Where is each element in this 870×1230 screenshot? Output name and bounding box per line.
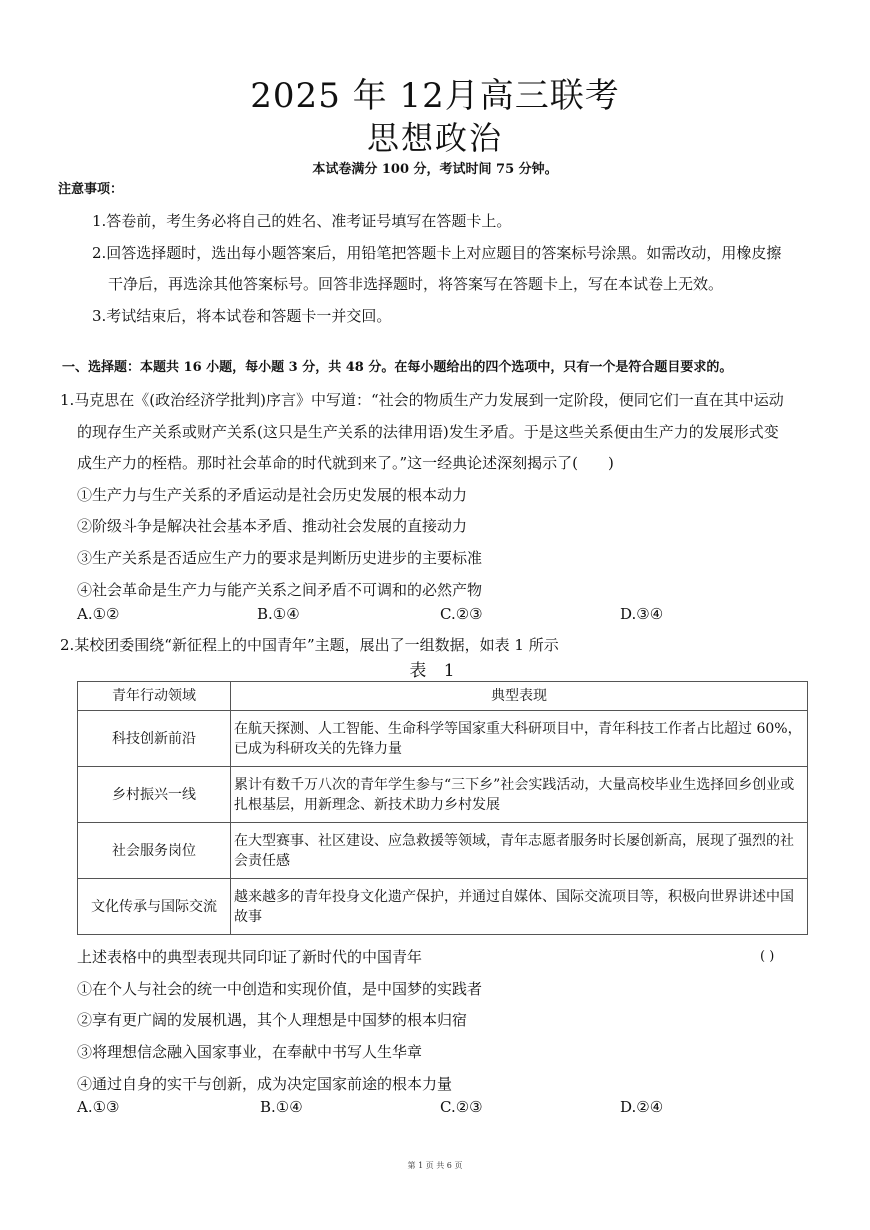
table-row [78,823,808,879]
statement: ①生产力与生产关系的矛盾运动是社会历史发展的根本动力 [77,486,468,504]
question-stem: 2.某校团委围绕“新征程上的中国青年”主题，展出了一组数据，如表 1 所示 [60,636,559,654]
option-c: C.②③ [440,1098,483,1116]
section-heading: 一、选择题：本题共 16 小题，每小题 3 分，共 48 分。在每小题给出的四个选项中，只有一个是符合题目要求的。 [62,360,733,375]
notice-item: 3.考试结束后，将本试卷和答题卡一并交回。 [92,307,392,325]
table-cell: 越来越多的青年投身文化遗产保护，并通过自媒体、国际交流项目等，积极向世界讲述中国故事 [231,879,808,935]
table-cell: 累计有数千万八次的青年学生参与“三下乡”社会实践活动，大量高校毕业生选择回乡创业或扎根基层，用新理念、新技术助力乡村发展 [231,767,808,823]
table-caption: 表 1 [409,661,461,681]
notice-item: 干净后，再选涂其他答案标号。回答非选择题时，将答案写在答题卡上，写在本试卷上无效。 [108,275,724,293]
option-b: B.①④ [257,605,300,623]
statement: ④社会革命是生产力与能产关系之间矛盾不可调和的必然产物 [77,581,483,599]
table-cell: 乡村振兴一线 [78,767,231,823]
table-cell: 在航天探测、人工智能、生命科学等国家重大科研项目中，青年科技工作者占比超过 60%，已成为科研攻关的先锋力量 [231,711,808,767]
table-row [78,879,808,935]
table-cell: 社会服务岗位 [78,823,231,879]
exam-title: 2025 年 12月高三联考 [250,76,620,116]
table-row [78,711,808,767]
exam-info: 本试卷满分 100 分，考试时间 75 分钟。 [312,162,558,177]
statement: ③生产关系是否适应生产力的要求是判断历史进步的主要标准 [77,549,483,567]
table-row [78,767,808,823]
notice-heading: 注意事项： [58,182,124,197]
option-a: A.①③ [77,1098,120,1116]
table-cell: 文化传承与国际交流 [78,879,231,935]
notice-item: 1.答卷前，考生务必将自己的姓名、准考证号填写在答题卡上。 [92,212,512,230]
option-d: D.③④ [620,605,664,623]
table-header-cell: 青年行动领域 [78,682,231,711]
option-d: D.②④ [620,1098,664,1116]
page-number: 第 1 页 共 6 页 [407,1161,463,1170]
question-stem: 上述表格中的典型表现共同印证了新时代的中国青年 [77,948,423,966]
subject-title: 思想政治 [366,119,503,157]
statement: ①在个人与社会的统一中创造和实现价值，是中国梦的实践者 [77,980,483,998]
statement: ④通过自身的实干与创新，成为决定国家前途的根本力量 [77,1075,453,1093]
question-stem: 1.马克思在《(政治经济学批判)序言》中写道：“社会的物质生产力发展到一定阶段，便同它们一直在其中运动 [60,391,784,409]
option-b: B.①④ [260,1098,303,1116]
answer-bracket: ( ) [760,949,775,964]
question-stem: 成生产力的桎梏。那时社会革命的时代就到来了。”这一经典论述深刻揭示了( ) [77,454,614,472]
table-header-cell: 典型表现 [231,682,808,711]
statement: ②阶级斗争是解决社会基本矛盾、推动社会发展的直接动力 [77,517,468,535]
table-header-row [78,682,808,711]
notice-item: 2.回答选择题时，选出每小题答案后，用铅笔把答题卡上对应题目的答案标号涂黑。如需改动，用橡皮擦 [92,244,782,262]
option-c: C.②③ [440,605,483,623]
data-table [77,681,808,935]
statement: ③将理想信念融入国家事业，在奉献中书写人生华章 [77,1043,423,1061]
table-cell: 在大型赛事、社区建设、应急救援等领域，青年志愿者服务时长屡创新高，展现了强烈的社会责任感 [231,823,808,879]
question-stem: 的现存生产关系或财产关系(这只是生产关系的法律用语)发生矛盾。于是这些关系便由生产力的发展形式变 [77,423,779,441]
table-cell: 科技创新前沿 [78,711,231,767]
statement: ②享有更广阔的发展机遇，其个人理想是中国梦的根本归宿 [77,1011,468,1029]
option-a: A.①② [77,605,120,623]
